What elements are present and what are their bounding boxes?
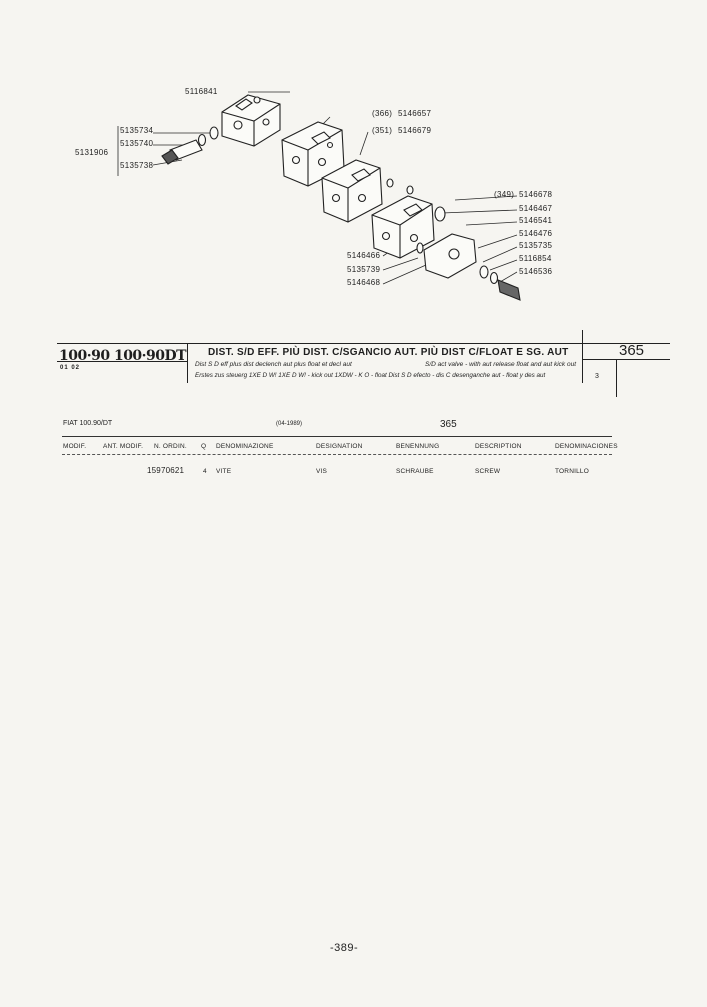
callout-5146657: 5146657 xyxy=(398,109,432,118)
callout-5116854: 5116854 xyxy=(519,254,552,263)
exploded-diagram xyxy=(0,0,707,320)
callout-5146467: 5146467 xyxy=(519,204,553,213)
col-ant-modif: ANT. MODIF. xyxy=(103,443,144,450)
header-rule-mid xyxy=(582,359,670,360)
col-denominazione: DENOMINAZIONE xyxy=(216,443,274,450)
vehicle-label: FIAT 100.90/DT xyxy=(63,420,113,427)
callout-5135735: 5135735 xyxy=(519,241,553,250)
model-variants: 01 02 xyxy=(60,365,81,371)
header-divider-3 xyxy=(616,359,617,397)
callout-5146476: 5146476 xyxy=(519,229,553,238)
page-footer-number: -389- xyxy=(330,942,359,954)
group-number: 365 xyxy=(619,342,645,359)
row-french: VIS xyxy=(316,468,328,475)
sheet-number: 3 xyxy=(595,373,599,380)
row-quantity: 4 xyxy=(203,468,207,475)
callout-ref-351: (351) xyxy=(372,126,393,135)
callout-5116841: 5116841 xyxy=(185,87,218,96)
callout-ref-366: (366) xyxy=(372,109,393,118)
callout-5131906: 5131906 xyxy=(75,148,109,157)
model-name: 100·90 100·90DT xyxy=(59,348,187,364)
callout-5146678: 5146678 xyxy=(519,190,553,199)
col-denominaciones: DENOMINACIONES xyxy=(555,443,618,450)
callout-5135739: 5135739 xyxy=(347,265,381,274)
header-divider-1 xyxy=(187,343,188,383)
callout-5135740: 5135740 xyxy=(120,139,154,148)
callout-5146679: 5146679 xyxy=(398,126,432,135)
callout-5135734: 5135734 xyxy=(120,126,154,135)
callout-5135738: 5135738 xyxy=(120,161,154,170)
callout-5146468: 5146468 xyxy=(347,278,381,287)
title-german-spanish: Erstes zus steuerg 1XE D W! 1XE D W! - kick out 1XDW - K O - float Dist S D efecto - dis C desenganche aut - float y des aut xyxy=(195,372,546,379)
callout-5146541: 5146541 xyxy=(519,216,553,225)
header-rule-top xyxy=(57,343,582,344)
col-benennung: BENENNUNG xyxy=(396,443,440,450)
callout-ref-349: (349) xyxy=(494,190,515,199)
row-italian: VITE xyxy=(216,468,232,475)
col-quantity: Q xyxy=(201,443,207,450)
col-description: DESCRIPTION xyxy=(475,443,522,450)
date-label: (04-1989) xyxy=(276,421,303,427)
col-modif: MODIF. xyxy=(63,443,87,450)
callout-5146536: 5146536 xyxy=(519,267,553,276)
col-order-number: N. ORDIN. xyxy=(154,443,187,450)
row-german: SCHRAUBE xyxy=(396,468,434,475)
title-italian-french: Dist S D eff plus dist declench aut plus float et decl aut xyxy=(195,361,352,368)
row-spanish: TORNILLO xyxy=(555,468,589,475)
callout-5146466: 5146466 xyxy=(347,251,381,260)
group-label: 365 xyxy=(440,419,457,430)
header-divider-2 xyxy=(582,330,583,383)
row-order-number: 15970621 xyxy=(147,466,185,475)
col-designation: DESIGNATION xyxy=(316,443,363,450)
row-english: SCREW xyxy=(475,468,501,475)
list-rule-top xyxy=(62,436,612,437)
title-english: S/D act valve - with aut release float and aut kick out xyxy=(425,361,577,368)
section-title: DIST. S/D EFF. PIÙ DIST. C/SGANCIO AUT. PIÙ DIST C/FLOAT E SG. AUT xyxy=(208,347,569,358)
list-rule-bottom xyxy=(62,454,612,455)
